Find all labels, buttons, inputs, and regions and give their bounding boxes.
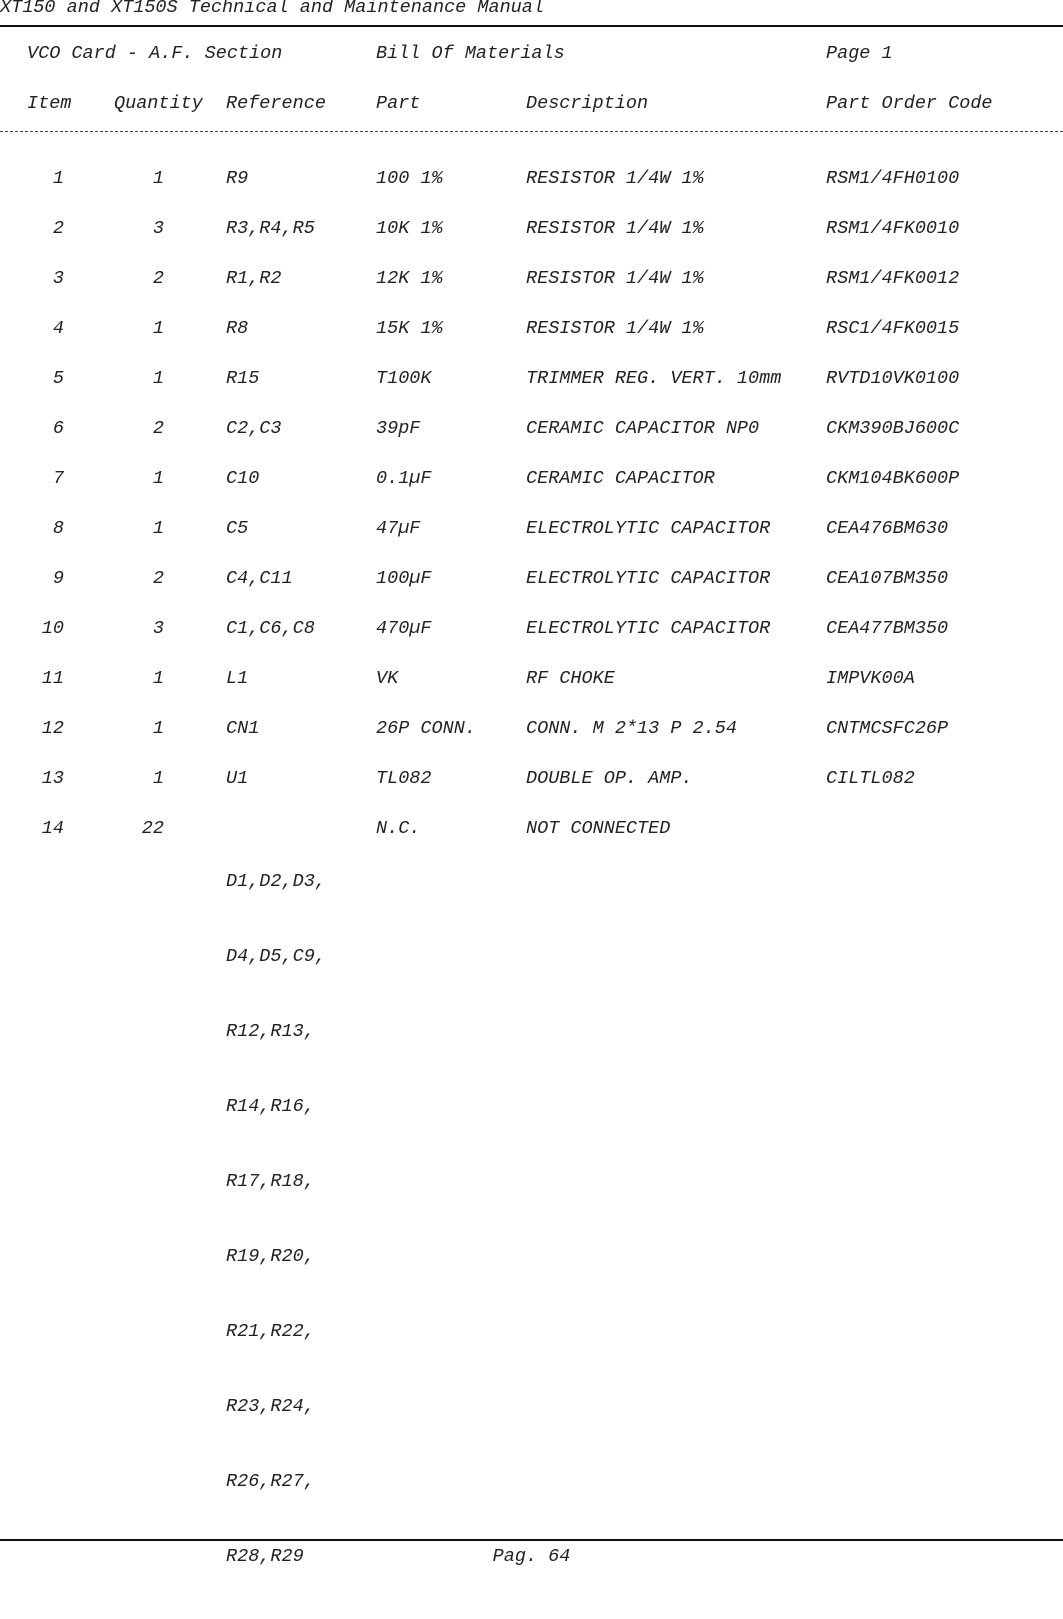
reference-line: R23,R24, (226, 1396, 315, 1417)
reference-line: R17,R18, (226, 1171, 315, 1192)
reference-line: D1,D2,D3, (226, 871, 326, 892)
table-row (0, 419, 1063, 439)
description-cell: ELECTROLYTIC CAPACITOR (526, 568, 771, 589)
part-cell: 100µF (376, 568, 432, 589)
reference-list (226, 819, 326, 1619)
quantity-cell: 3 (152, 618, 164, 639)
order-code-cell: CEA477BM350 (826, 618, 949, 639)
quantity-cell: 1 (152, 668, 164, 689)
item-cell: 10 (41, 618, 64, 639)
order-code-cell: CEA107BM350 (826, 568, 949, 589)
reference-line: R21,R22, (226, 1321, 315, 1342)
item-cell: 13 (41, 768, 64, 789)
reference-cell: R3,R4,R5 (226, 218, 315, 239)
table-row (0, 619, 1063, 639)
reference-line: R28,R29 (226, 1546, 304, 1567)
reference-line: R12,R13, (226, 1021, 315, 1042)
order-code-cell: CKM104BK600P (826, 468, 960, 489)
order-code-cell: RSM1/4FK0010 (826, 218, 960, 239)
reference-line: R14,R16, (226, 1096, 315, 1117)
reference-line: R26,R27, (226, 1471, 315, 1492)
quantity-cell: 1 (152, 518, 164, 539)
description-cell: CONN. M 2*13 P 2.54 (526, 718, 737, 739)
column-header-quantity: Quantity (114, 93, 203, 114)
item-cell: 6 (52, 418, 64, 439)
part-cell: 39pF (376, 418, 421, 439)
reference-cell: L1 (226, 668, 249, 689)
table-row (0, 219, 1063, 239)
order-code-cell: RSM1/4FH0100 (826, 168, 960, 189)
quantity-cell: 1 (152, 768, 164, 789)
item-cell: 12 (41, 718, 64, 739)
quantity-cell: 1 (152, 718, 164, 739)
table-row (0, 569, 1063, 589)
item-cell: 8 (52, 518, 64, 539)
description-cell: RF CHOKE (526, 668, 615, 689)
column-header-item: Item (27, 93, 72, 114)
part-cell: 0.1µF (376, 468, 432, 489)
order-code-cell: RSM1/4FK0012 (826, 268, 960, 289)
order-code-cell: RVTD10VK0100 (826, 368, 960, 389)
quantity-cell: 2 (152, 268, 164, 289)
part-cell: 12K 1% (376, 268, 443, 289)
item-cell: 2 (52, 218, 64, 239)
table-divider (0, 131, 1063, 132)
column-header-reference: Reference (226, 93, 326, 114)
reference-cell: U1 (226, 768, 249, 789)
table-row (0, 519, 1063, 539)
reference-cell: C10 (226, 468, 260, 489)
order-code-cell: CEA476BM630 (826, 518, 949, 539)
table-row (0, 719, 1063, 739)
description-cell: TRIMMER REG. VERT. 10mm (526, 368, 782, 389)
part-cell: 100 1% (376, 168, 443, 189)
quantity-cell: 2 (152, 418, 164, 439)
column-header-part: Part (376, 93, 421, 114)
table-row (0, 169, 1063, 189)
quantity-cell: 2 (152, 568, 164, 589)
quantity-cell: 1 (152, 168, 164, 189)
reference-line: D4,D5,C9, (226, 946, 326, 967)
description-cell: RESISTOR 1/4W 1% (526, 268, 704, 289)
section-title: VCO Card - A.F. Section (27, 43, 283, 64)
list-title: Bill Of Materials (376, 43, 565, 64)
description-cell: CERAMIC CAPACITOR (526, 468, 715, 489)
description-cell: RESISTOR 1/4W 1% (526, 318, 704, 339)
table-row (0, 269, 1063, 289)
column-header-order-code: Part Order Code (826, 93, 993, 114)
description-cell: DOUBLE OP. AMP. (526, 768, 693, 789)
part-cell: 10K 1% (376, 218, 443, 239)
reference-cell: C5 (226, 518, 249, 539)
order-code-cell: RSC1/4FK0015 (826, 318, 960, 339)
item-cell: 3 (52, 268, 64, 289)
reference-cell: R1,R2 (226, 268, 282, 289)
reference-cell: R9 (226, 168, 249, 189)
description-cell: CERAMIC CAPACITOR NP0 (526, 418, 760, 439)
reference-cell: C2,C3 (226, 418, 282, 439)
quantity-cell: 1 (152, 368, 164, 389)
page-label: Page 1 (826, 43, 893, 64)
quantity-cell: 1 (152, 468, 164, 489)
description-cell: RESISTOR 1/4W 1% (526, 168, 704, 189)
reference-cell: C4,C11 (226, 568, 293, 589)
part-cell: 26P CONN. (376, 718, 476, 739)
part-cell: 470µF (376, 618, 432, 639)
order-code-cell: IMPVK00A (826, 668, 915, 689)
description-cell: NOT CONNECTED (526, 818, 671, 839)
footer-page-number: Pag. 64 (492, 1546, 571, 1567)
quantity-cell: 1 (152, 318, 164, 339)
reference-cell: CN1 (226, 718, 260, 739)
footer-rule (0, 1539, 1063, 1541)
part-cell: TL082 (376, 768, 432, 789)
reference-line: R19,R20, (226, 1246, 315, 1267)
item-cell: 1 (52, 168, 64, 189)
quantity-cell: 22 (141, 818, 164, 839)
description-cell: RESISTOR 1/4W 1% (526, 218, 704, 239)
part-cell: VK (376, 668, 399, 689)
part-cell: 15K 1% (376, 318, 443, 339)
table-row (0, 669, 1063, 689)
manual-title: XT150 and XT150S Technical and Maintenance Manual (0, 0, 544, 18)
part-cell: T100K (376, 368, 432, 389)
order-code-cell: CKM390BJ600C (826, 418, 960, 439)
description-cell: ELECTROLYTIC CAPACITOR (526, 618, 771, 639)
item-cell: 11 (41, 668, 64, 689)
reference-cell: R15 (226, 368, 260, 389)
order-code-cell: CNTMCSFC26P (826, 718, 949, 739)
item-cell: 9 (52, 568, 64, 589)
item-cell: 4 (52, 318, 64, 339)
reference-cell: R8 (226, 318, 249, 339)
part-cell: N.C. (376, 818, 421, 839)
header-rule (0, 25, 1063, 27)
part-cell: 47µF (376, 518, 421, 539)
item-cell: 7 (52, 468, 64, 489)
item-cell: 5 (52, 368, 64, 389)
item-cell: 14 (41, 818, 64, 839)
quantity-cell: 3 (152, 218, 164, 239)
table-row (0, 369, 1063, 389)
column-header-description: Description (526, 93, 649, 114)
table-row (0, 469, 1063, 489)
order-code-cell: CILTL082 (826, 768, 915, 789)
reference-cell: C1,C6,C8 (226, 618, 315, 639)
table-row (0, 319, 1063, 339)
table-row (0, 769, 1063, 789)
description-cell: ELECTROLYTIC CAPACITOR (526, 518, 771, 539)
